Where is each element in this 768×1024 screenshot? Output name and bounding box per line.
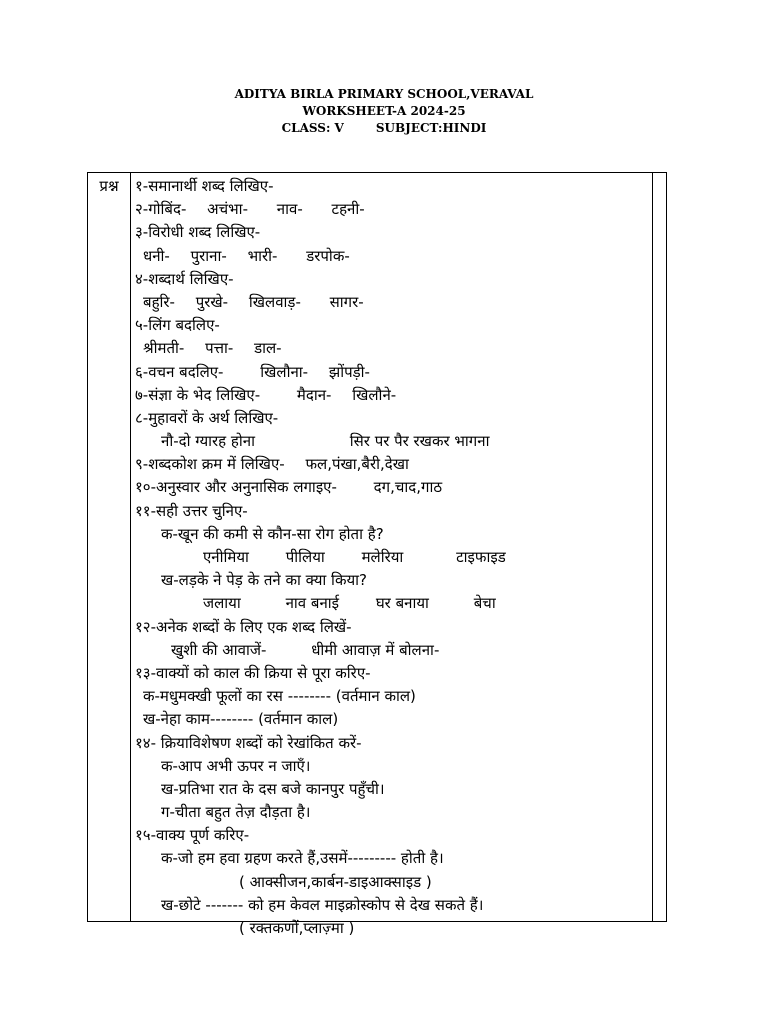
q11-a-question: क-खून की कमी से कौन-सा रोग होता है? xyxy=(161,524,384,543)
q14-a: क-आप अभी ऊपर न जाएँ। xyxy=(161,756,311,775)
list-item: धनी- xyxy=(143,246,170,265)
q15-b-options: ( रक्तकणों,प्लाज़्मा ) xyxy=(239,919,355,937)
q4-title: ४-शब्दार्थ लिखिए- xyxy=(135,269,234,288)
option-item: जलाया xyxy=(203,594,241,613)
list-item: डरपोक- xyxy=(306,246,350,265)
q8-title: ८-मुहावरों के अर्थ लिखिए- xyxy=(135,408,279,427)
list-item: पुराना- xyxy=(190,246,227,265)
list-item: सिर पर पैर रखकर भागना xyxy=(349,432,490,451)
list-item: खिलवाड़- xyxy=(248,292,301,311)
q15-b: ख-छोटे ------- को हम केवल माइक्रोस्कोप से देख सकते हैं। xyxy=(161,895,484,914)
worksheet-title: WORKSHEET-A 2024-25 xyxy=(302,104,466,118)
school-name: ADITYA BIRLA PRIMARY SCHOOL,VERAVAL xyxy=(234,87,534,101)
q7-row xyxy=(135,384,650,407)
list-item: नौ-दो ग्यारह होना xyxy=(161,432,255,451)
option-item: पीलिया xyxy=(285,548,325,566)
option-item: मलेरिया xyxy=(361,548,404,566)
q9-title: ९-शब्दकोश क्रम में लिखिए- xyxy=(135,455,285,474)
q6-row xyxy=(135,361,650,384)
list-item: खिलौने- xyxy=(352,385,397,404)
list-item: पुरखे- xyxy=(195,292,229,311)
q15-a: क-जो हम हवा ग्रहण करते हैं,उसमें--------- होती है। xyxy=(161,849,444,868)
list-item: झोंपड़ी- xyxy=(328,362,370,381)
q13-title: १३-वाक्यों को काल की क्रिया से पूरा करिए- xyxy=(135,663,371,682)
q11-title: ११-सही उत्तर चुनिए- xyxy=(135,501,248,520)
class-subject-line xyxy=(0,120,768,137)
option-item: घर बनाया xyxy=(375,594,429,613)
q1-title: १-समानार्थी शब्द लिखिए- xyxy=(135,177,274,195)
q3-items xyxy=(135,245,650,268)
q10-words: दग,चाद,गाठ xyxy=(373,478,443,497)
q12-items xyxy=(135,639,650,662)
subject-label: SUBJECT:HINDI xyxy=(375,121,487,135)
q10-title: १०-अनुस्वार और अनुनासिक लगाइए- xyxy=(135,478,337,497)
q5-items xyxy=(135,337,650,360)
list-item: बहुरि- xyxy=(143,292,175,311)
q11-b-question: ख-लड़के ने पेड़ के तने का क्या किया? xyxy=(161,571,368,590)
q9-row xyxy=(135,453,650,476)
q3-title: ३-विरोधी शब्द लिखिए- xyxy=(135,223,261,242)
list-item: पत्ता- xyxy=(205,339,234,358)
list-item: मैदान- xyxy=(296,385,332,404)
q15-title: १५-वाक्य पूर्ण करिए- xyxy=(135,826,250,845)
list-item: २-गोबिंद- xyxy=(135,200,187,219)
q13-b: ख-नेहा काम-------- (वर्तमान काल) xyxy=(143,710,339,729)
question-list xyxy=(135,175,650,940)
list-item: अचंभा- xyxy=(207,200,248,219)
q4-items xyxy=(135,291,650,314)
q13-a: क-मधुमक्खी फूलों का रस -------- (वर्तमान काल) xyxy=(143,687,416,706)
list-item: टहनी- xyxy=(331,200,365,219)
column-divider xyxy=(130,173,131,921)
list-item: श्रीमती- xyxy=(143,339,185,358)
list-item: धीमी आवाज़ में बोलना- xyxy=(311,640,440,659)
option-item: एनीमिया xyxy=(203,548,249,566)
class-label: CLASS: V xyxy=(281,121,344,135)
q12-title: १२-अनेक शब्दों के लिए एक शब्द लिखें- xyxy=(135,617,352,636)
q14-b: ख-प्रतिभा रात के दस बजे कानपुर पहुँची। xyxy=(161,779,385,798)
q15-a-options: ( आक्सीजन,कार्बन-डाइआक्साइड ) xyxy=(239,872,432,891)
column-divider xyxy=(652,173,653,921)
option-item: बेचा xyxy=(473,594,496,613)
q10-row xyxy=(135,476,650,499)
question-table xyxy=(87,172,667,937)
list-item: डाल- xyxy=(254,339,282,358)
q14-title: १४- क्रियाविशेषण शब्दों को रेखांकित करें- xyxy=(135,733,362,752)
option-item: टाइफाइड xyxy=(456,548,506,566)
q1-items xyxy=(135,198,650,221)
option-item: नाव बनाई xyxy=(285,594,340,613)
q6-title: ६-वचन बदलिए- xyxy=(135,362,224,381)
q8-items xyxy=(135,430,650,453)
list-item: नाव- xyxy=(276,200,303,219)
q14-c: ग-चीता बहुत तेज़ दौड़ता है। xyxy=(161,803,311,822)
q7-title: ७-संज्ञा के भेद लिखिए- xyxy=(135,385,261,404)
worksheet-header xyxy=(0,86,768,137)
question-column-label: प्रश्न xyxy=(99,177,119,195)
list-item: भारी- xyxy=(247,246,278,265)
q5-title: ५-लिंग बदलिए- xyxy=(135,316,220,335)
list-item: सागर- xyxy=(329,292,364,311)
q11-a-options xyxy=(135,546,650,569)
list-item: खुशी की आवाजें- xyxy=(171,640,267,659)
q11-b-options xyxy=(135,592,650,615)
list-item: खिलौना- xyxy=(260,362,309,381)
q9-words: फल,पंखा,बैरी,देखा xyxy=(305,455,409,474)
